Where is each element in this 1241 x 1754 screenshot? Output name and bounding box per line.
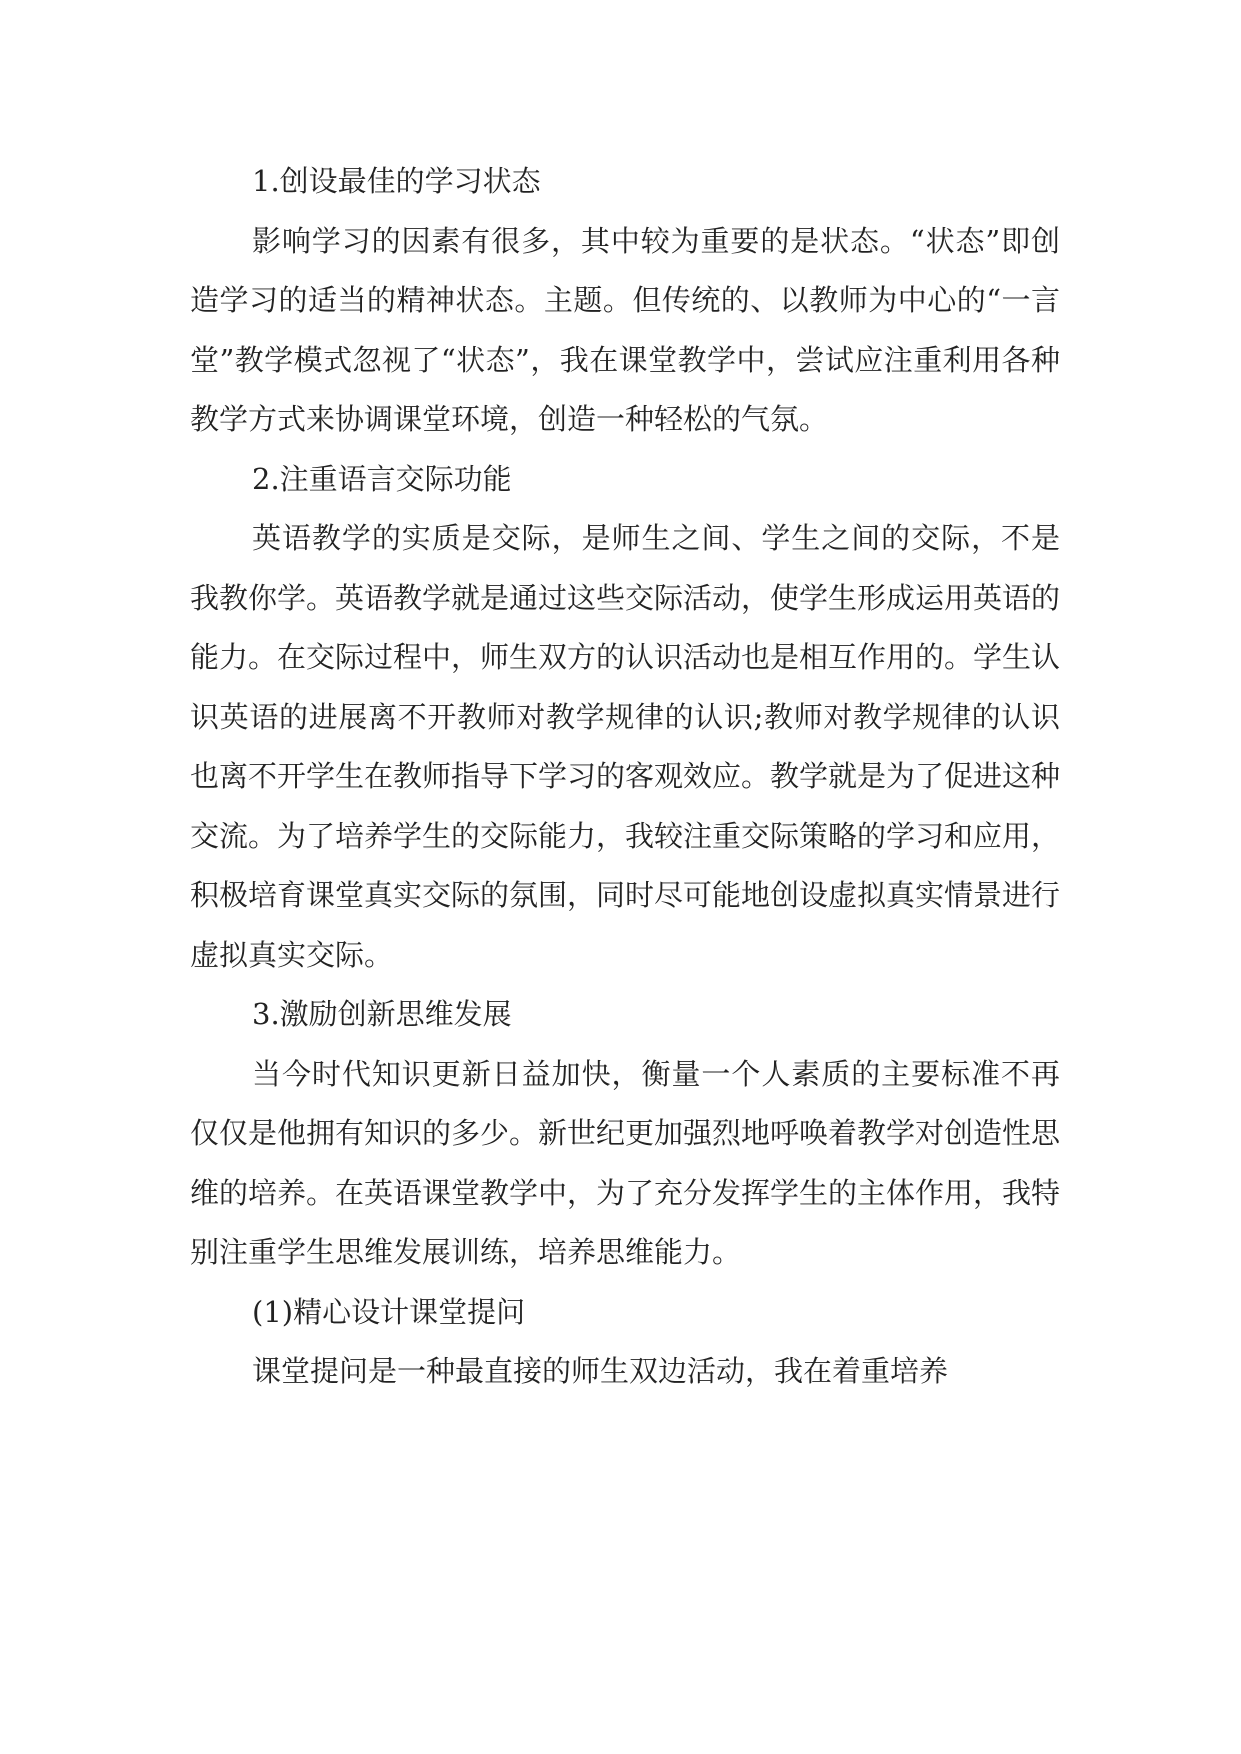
body-paragraph: 当今时代知识更新日益加快，衡量一个人素质的主要标准不再仅仅是他拥有知识的多少。新世纪更加强烈地呼唤着教学对创造性思维的培养。在英语课堂教学中，为了充分发挥学生的主体作用，我特别注重学生思维发展训练，培养思维能力。	[190, 1056, 1061, 1269]
body-paragraph: 课堂提问是一种最直接的师生双边活动，我在着重培养	[252, 1354, 949, 1388]
section-heading: 1.创设最佳的学习状态	[252, 164, 541, 198]
body-paragraph: 影响学习的因素有很多，其中较为重要的是状态。“状态”即创造学习的适当的精神状态。主题。但传统的、以教师为中心的“一言堂”教学模式忽视了“状态”，我在课堂教学中，尝试应注重利用各种教学方式来协调课堂环境，创造一种轻松的气氛。	[190, 223, 1060, 436]
section-heading: 2.注重语言交际功能	[252, 461, 512, 496]
document-page	[190, 152, 1060, 1402]
subsection-heading: (1)精心设计课堂提问	[252, 1294, 526, 1329]
section-heading: 3.激励创新思维发展	[252, 997, 512, 1031]
body-paragraph: 英语教学的实质是交际，是师生之间、学生之间的交际，不是我教你学。英语教学就是通过这些交际活动，使学生形成运用英语的能力。在交际过程中，师生双方的认识活动也是相互作用的。学生认识英语的进展离不开教师对教学规律的认识;教师对教学规律的认识也离不开学生在教师指导下学习的客观效应。教学就是为了促进这种交流。为了培养学生的交际能力，我较注重交际策略的学习和应用，积极培育课堂真实交际的氛围，同时尽可能地创设虚拟真实情景进行虚拟真实交际。	[190, 521, 1061, 972]
